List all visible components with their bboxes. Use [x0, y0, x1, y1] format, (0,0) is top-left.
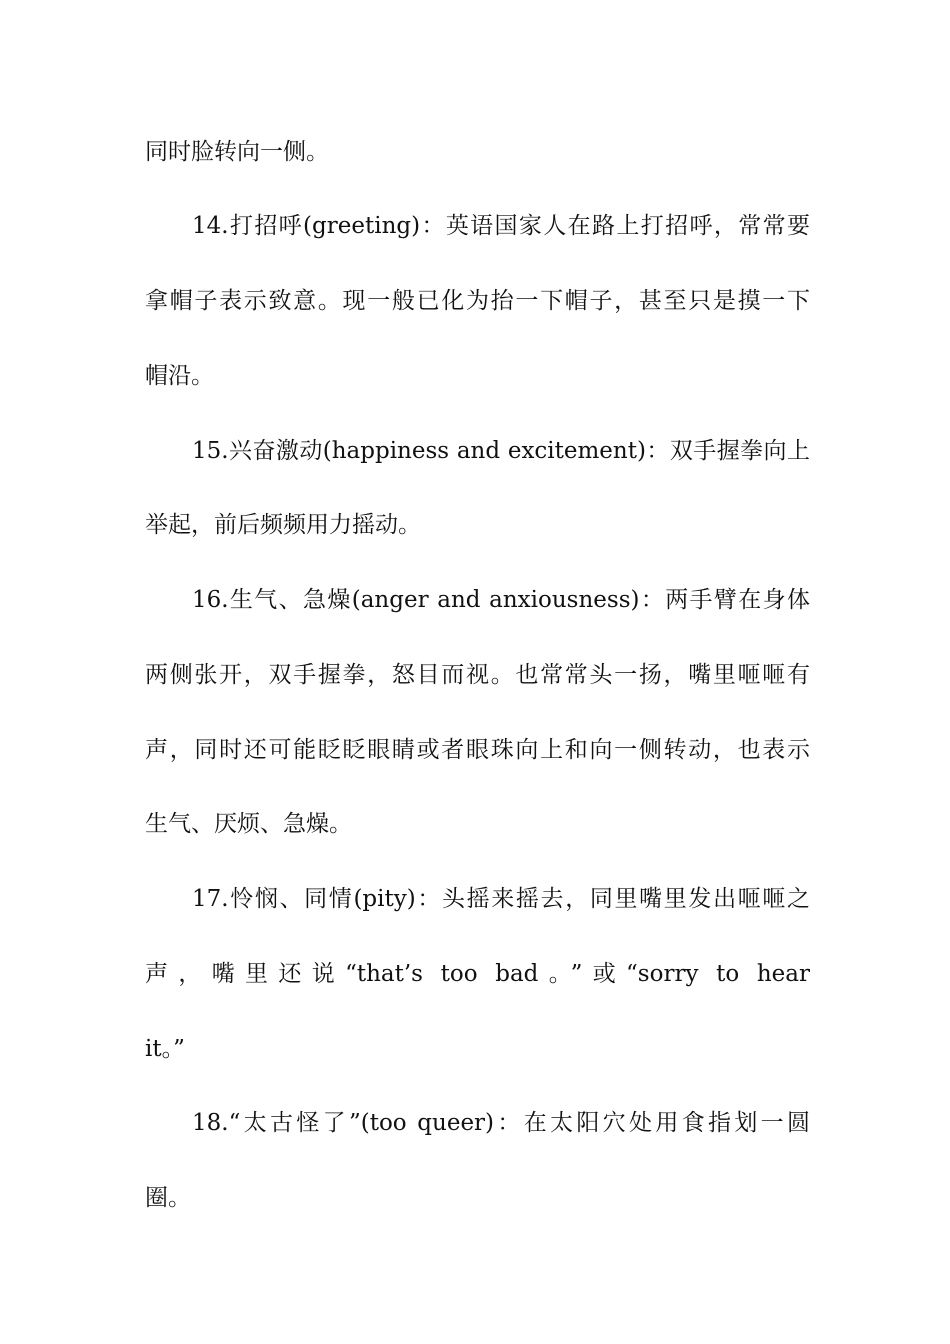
- paragraph-14-line-2: 拿帽子表示致意。现一般已化为抬一下帽子，甚至只是摸一下: [145, 288, 810, 314]
- paragraph-14-line-1: 14.打招呼(greeting)：英语国家人在路上打招呼，常常要: [192, 213, 810, 239]
- paragraph-18-line-2: 圈。: [145, 1185, 191, 1211]
- paragraph-16-line-4: 生气、厌烦、急燥。: [145, 811, 352, 837]
- paragraph-15-line-1: 15.兴奋激动(happiness and excitement)：双手握拳向上: [192, 438, 810, 464]
- paragraph-15-line-2: 举起，前后频频用力摇动。: [145, 512, 421, 538]
- paragraph-13-line-3: 同时脸转向一侧。: [145, 139, 329, 165]
- paragraph-16-line-1: 16.生气、急燥(anger and anxiousness)：两手臂在身体: [192, 587, 810, 613]
- paragraph-17-line-3: it。”: [145, 1036, 185, 1062]
- paragraph-16-line-2: 两侧张开，双手握拳，怒目而视。也常常头一扬，嘴里咂咂有: [145, 662, 810, 688]
- paragraph-17-line-1: 17.怜悯、同情(pity)：头摇来摇去，同里嘴里发出咂咂之: [192, 886, 810, 912]
- paragraph-17-line-2: 声，嘴里还说“that’s too bad。”或“sorry to hear: [145, 961, 810, 987]
- paragraph-14-line-3: 帽沿。: [145, 363, 214, 389]
- paragraph-18-line-1: 18.“太古怪了”(too queer)：在太阳穴处用食指划一圆: [192, 1110, 810, 1136]
- paragraph-16-line-3: 声，同时还可能眨眨眼睛或者眼珠向上和向一侧转动，也表示: [145, 737, 810, 763]
